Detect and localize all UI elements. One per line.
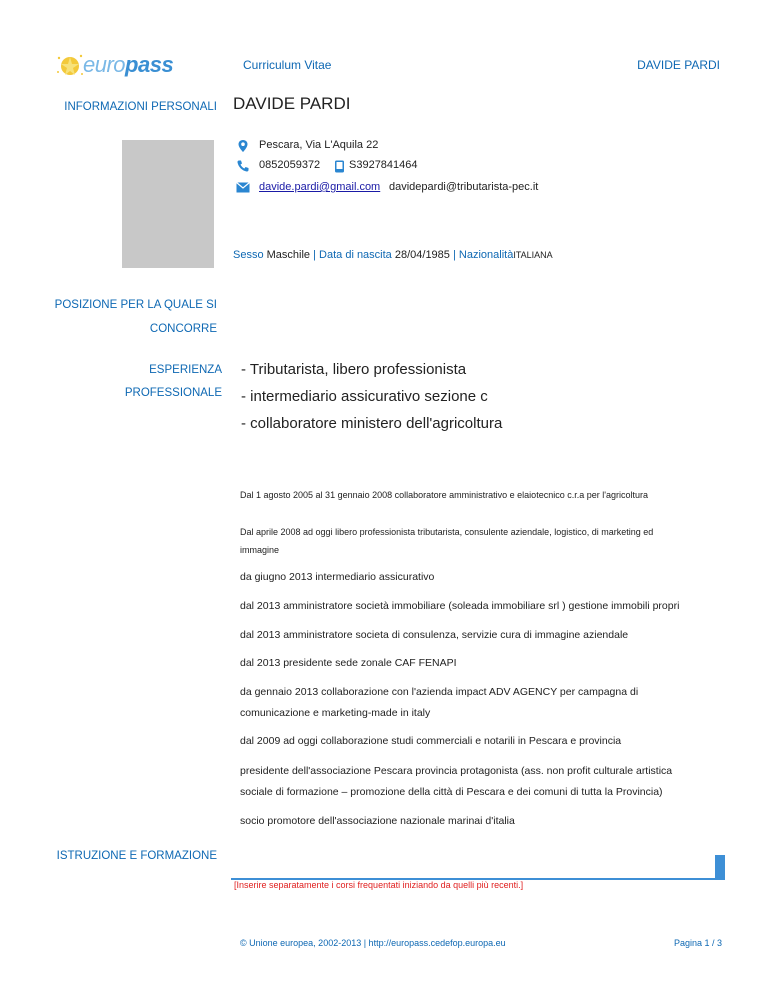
experience-label-line1: ESPERIENZA — [149, 364, 222, 376]
experience-detail: Dal 1 agosto 2005 al 31 gennaio 2008 collaboratore amministrativo e elaiotecnico c.r.a per l'agricoltura — [240, 490, 648, 500]
experience-item: - intermediario assicurativo sezione c — [241, 388, 488, 405]
pec-email: davidepardi@tributarista-pec.it — [389, 181, 539, 193]
experience-label-line2: PROFESSIONALE — [124, 387, 222, 399]
birth-label: Data di nascita — [319, 249, 392, 261]
section-divider-end — [715, 855, 725, 880]
experience-detail: dal 2013 amministratore societa di consulenza, servizie cura di immagine aziendale — [240, 629, 629, 641]
birth-value: 28/04/1985 — [394, 249, 450, 261]
sex-value: Maschile — [266, 249, 311, 261]
experience-detail: dal 2013 presidente sede zonale CAF FENAPI — [240, 657, 457, 669]
logo-text-euro: euro — [83, 52, 126, 77]
phone-icon — [236, 159, 250, 173]
photo-placeholder — [122, 140, 214, 268]
experience-detail: comunicazione e marketing-made in italy — [240, 707, 431, 719]
header-name: DAVIDE PARDI — [637, 58, 720, 72]
experience-detail: Dal aprile 2008 ad oggi libero professionista tributarista, consulente aziendale, logistico, di marketing ed — [240, 527, 654, 537]
nationality-label: Nazionalità — [458, 249, 514, 261]
separator: | — [313, 249, 316, 261]
phone-number[interactable]: 0852059372 — [259, 159, 321, 171]
section-label-personal: INFORMAZIONI PERSONALI — [64, 101, 217, 113]
experience-item: - collaboratore ministero dell'agricoltura — [241, 415, 503, 432]
education-note: [Inserire separatamente i corsi frequentati iniziando da quelli più recenti.] — [234, 880, 524, 890]
europass-logo — [55, 50, 174, 82]
location-pin-icon — [236, 139, 250, 153]
experience-detail: immagine — [240, 545, 280, 555]
experience-item: - Tributarista, libero professionista — [241, 361, 467, 378]
position-label-line1: POSIZIONE PER LA QUALE SI — [54, 299, 217, 311]
experience-detail: sociale di formazione – promozione della città di Pescara e dei comuni di tutta la Provincia) — [240, 786, 663, 798]
experience-detail: dal 2013 amministratore società immobiliare (soleada immobiliare srl ) gestione immobili propri — [240, 600, 680, 612]
email-icon — [236, 182, 250, 193]
section-label-education: ISTRUZIONE E FORMAZIONE — [56, 850, 217, 862]
nationality-value: ITALIANA — [513, 250, 553, 260]
doc-type: Curriculum Vitae — [243, 58, 332, 72]
section-label-position — [22, 293, 217, 341]
mobile-phone-icon — [334, 160, 345, 173]
email-link[interactable]: davide.pardi@gmail.com — [259, 181, 381, 193]
experience-detail: da giugno 2013 intermediario assicurativo — [240, 571, 435, 583]
footer-copyright: © Unione europea, 2002-2013 | http://europass.cedefop.europa.eu — [240, 938, 506, 948]
mobile-number[interactable]: S3927841464 — [349, 159, 418, 171]
europass-stars-icon — [55, 52, 85, 80]
separator: | — [452, 249, 456, 261]
page-number: Pagina 1 / 3 — [673, 938, 722, 948]
person-name: DAVIDE PARDI — [233, 94, 351, 113]
experience-detail: da gennaio 2013 collaborazione con l'azienda impact ADV AGENCY per campagna di — [240, 686, 639, 698]
logo-text-pass: pass — [125, 52, 174, 77]
experience-detail: dal 2009 ad oggi collaborazione studi commerciali e notarili in Pescara e provincia — [240, 735, 622, 747]
experience-detail: socio promotore dell'associazione nazionale marinai d'italia — [240, 815, 515, 827]
section-label-experience — [22, 359, 222, 405]
sex-label: Sesso — [233, 249, 264, 261]
personal-details-line — [233, 249, 553, 261]
position-label-line2: CONCORRE — [149, 323, 217, 335]
address: Pescara, Via L'Aquila 22 — [259, 139, 379, 151]
experience-detail: presidente dell'associazione Pescara provincia protagonista (ass. non profit culturale artistica — [240, 765, 673, 777]
